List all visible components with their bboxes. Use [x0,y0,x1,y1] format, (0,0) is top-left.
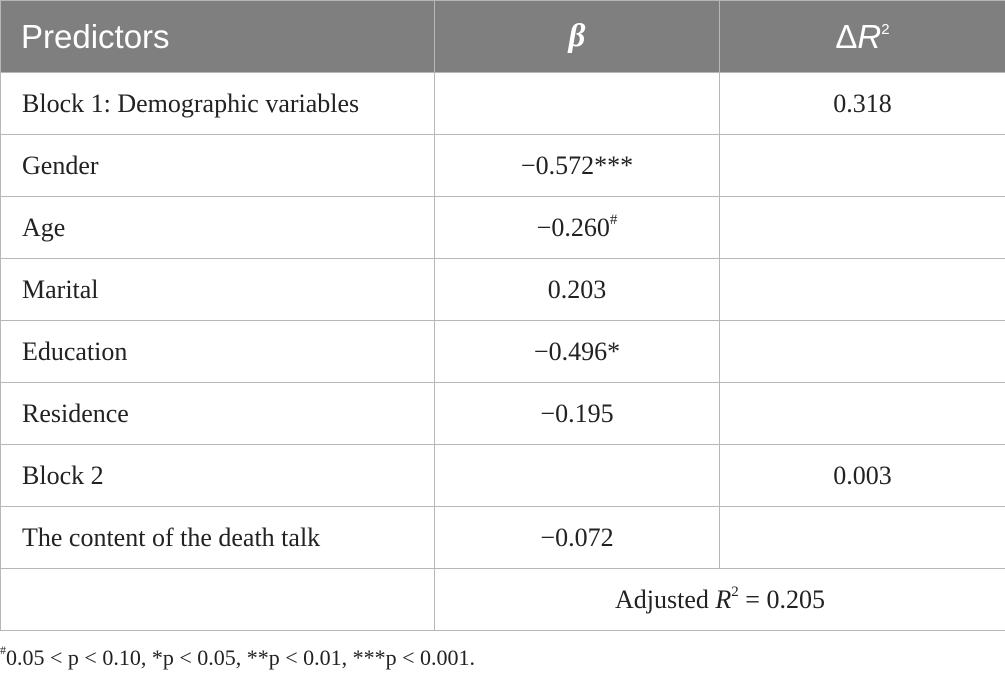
table-row [1,259,1005,321]
header-predictors: Predictors [1,1,435,73]
predictor-cell: Residence [1,383,435,445]
beta-cell [435,73,720,135]
delta-r2-cell [720,383,1005,445]
table-row [1,73,1005,135]
table-row [1,321,1005,383]
delta-r2-cell [720,197,1005,259]
predictor-cell: The content of the death talk [1,507,435,569]
delta-r2-cell [720,321,1005,383]
table-footnote [0,642,476,671]
predictor-cell: Age [1,197,435,259]
summary-empty-cell [1,569,435,631]
table-row [1,383,1005,445]
header-r-superscript: 2 [881,20,890,38]
beta-cell: −0.072 [435,507,720,569]
header-delta-symbol: Δ [835,17,858,55]
header-row [1,1,1005,73]
beta-cell [435,445,720,507]
summary-row [1,569,1005,631]
predictor-cell: Gender [1,135,435,197]
delta-r2-cell: 0.318 [720,73,1005,135]
delta-r2-cell: 0.003 [720,445,1005,507]
beta-cell: −0.496* [435,321,720,383]
beta-cell: 0.203 [435,259,720,321]
beta-cell: −0.572*** [435,135,720,197]
table-row [1,507,1005,569]
adjusted-r2-cell: Adjusted $R^2 = 0.205$ [435,569,1005,631]
table-row [1,197,1005,259]
delta-r2-cell [720,507,1005,569]
predictor-cell: Marital [1,259,435,321]
beta-cell: −0.260# [435,197,720,259]
predictor-cell: Education [1,321,435,383]
header-r-symbol: R [857,17,882,55]
table-row [1,135,1005,197]
footnote-hash: # [0,642,6,657]
table-row [1,445,1005,507]
header-beta: β [435,1,720,73]
predictor-cell: Block 1: Demographic variables [1,73,435,135]
beta-cell: −0.195 [435,383,720,445]
header-delta-r2 [720,1,1005,73]
delta-r2-cell [720,259,1005,321]
predictor-cell: Block 2 [1,445,435,507]
delta-r2-cell [720,135,1005,197]
footnote-text: 0.05 < p < 0.10, *p < 0.05, **p < 0.01, ***p < 0.001. [6,645,476,670]
